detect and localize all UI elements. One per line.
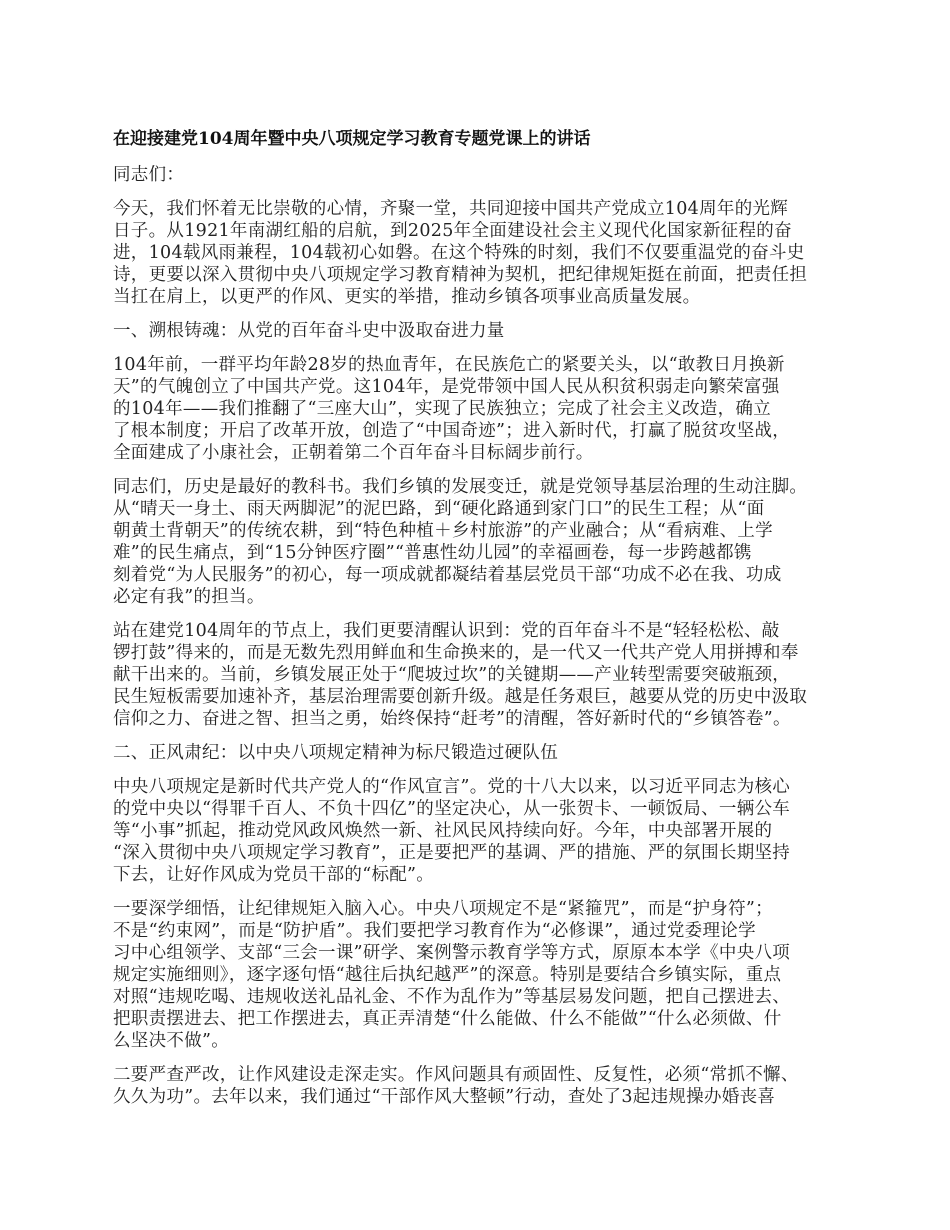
text-line: 必定有我”的担当。 (113, 587, 265, 607)
text-line: 久久为功”。去年以来，我们通过“干部作风大整顿”行动，查处了3起违规操办婚丧喜 (113, 1087, 776, 1107)
salutation (113, 164, 853, 186)
paragraph (113, 1064, 853, 1108)
paragraph (113, 898, 853, 1052)
text-line: 从“晴天一身土、雨天两脚泥”的泥巴路，到“硬化路通到家门口”的民生工程；从“面 (113, 499, 765, 519)
text-line: 站在建党104周年的节点上，我们更要清醒认识到：党的百年奋斗不是“轻轻松松、敲 (113, 621, 780, 641)
text-line: 不是“约束网”，而是“防护盾”。我们要把学习教育作为“必修课”，通过党委理论学 (113, 921, 756, 941)
paragraph (113, 476, 853, 608)
document-title: 在迎接建党104周年暨中央八项规定学习教育专题党课上的讲话 (113, 129, 591, 149)
text-line: 了根本制度；开启了改革开放，创造了“中国奇迹”；进入新时代，打赢了脱贫攻坚战， (113, 421, 791, 441)
text-line: 天”的气魄创立了中国共产党。这104年，是党带领中国人民从积贫积弱走向繁荣富强 (113, 377, 780, 397)
paragraph (113, 776, 853, 886)
text-line: 二、正风肃纪：以中央八项规定精神为标尺锻造过硬队伍 (113, 743, 558, 763)
text-line: 刻着党“为人民服务”的初心，每一项成就都凝结着基层党员干部“功成不必在我、功成 (113, 565, 782, 585)
text-line: 的党中央以“得罪千百人、不负十四亿”的坚定决心，从一张贺卡、一顿饭局、一辆公车 (113, 799, 791, 819)
text-line: 同志们： (113, 165, 185, 185)
text-line: 当扛在肩上，以更严的作风、更实的举措，推动乡镇各项事业高质量发展。 (113, 287, 701, 307)
text-line: 信仰之力、奋进之智、担当之勇，始终保持“赶考”的清醒，答好新时代的“乡镇答卷”。 (113, 709, 791, 729)
text-line: 一要深学细悟，让纪律规矩入脑入心。中央八项规定不是“紧箍咒”，而是“护身符”； (113, 899, 773, 919)
text-line: 对照“违规吃喝、违规收送礼品礼金、不作为乱作为”等基层易发问题，把自己摆进去、 (113, 987, 791, 1007)
text-line: 的104年——我们推翻了“三座大山”，实现了民族独立；完成了社会主义改造，确立 (113, 399, 771, 419)
text-line: 同志们，历史是最好的教科书。我们乡镇的发展变迁，就是党领导基层治理的生动注脚。 (113, 477, 808, 497)
text-line: 难”的民生痛点，到“15分钟医疗圈”“普惠性幼儿园”的幸福画卷，每一步跨越都镌 (113, 543, 752, 563)
text-line: 中央八项规定是新时代共产党人的“作风宣言”。党的十八大以来，以习近平同志为核心 (113, 777, 791, 797)
text-line: 锣打鼓”得来的，而是无数先烈用鲜血和生命换来的，是一代又一代共产党人用拼搏和奉 (113, 643, 799, 663)
paragraph (113, 354, 853, 464)
text-line: 规定实施细则》，逐字逐句悟“越往后执纪越严”的深意。特别是要结合乡镇实际，重点 (113, 965, 782, 985)
section-heading (113, 320, 853, 342)
text-line: “深入贯彻中央八项规定学习教育”，正是要把严的基调、严的措施、严的氛围长期坚持 (113, 843, 791, 863)
text-line: 习中心组领学、支部“三会一课”研学、案例警示教育学等方式，原原本本学《中央八项 (113, 943, 791, 963)
text-line: 二要严查严改，让作风建设走深走实。作风问题具有顽固性、反复性，必须“常抓不懈、 (113, 1065, 799, 1085)
text-line: 下去，让好作风成为党员干部的“标配”。 (113, 865, 435, 885)
text-line: 献干出来的。当前，乡镇发展正处于“爬坡过坎”的关键期——产业转型需要突破瓶颈， (113, 665, 791, 685)
text-line: 日子。从1921年南湖红船的启航，到2025年全面建设社会主义现代化国家新征程的奋 (113, 221, 792, 241)
text-line: 进，104载风雨兼程，104载初心如磐。在这个特殊的时刻，我们不仅要重温党的奋斗史 (113, 243, 805, 263)
text-line: 一、溯根铸魂：从党的百年奋斗史中汲取奋进力量 (113, 321, 505, 341)
paragraph (113, 620, 853, 730)
text-line: 把职责摆进去、把工作摆进去，真正弄清楚“什么能做、什么不能做”“什么必须做、什 (113, 1009, 782, 1029)
text-line: 民生短板需要加速补齐，基层治理需要创新升级。越是任务艰巨，越要从党的历史中汲取 (113, 687, 808, 707)
paragraph (113, 198, 853, 308)
document-body (113, 164, 853, 1108)
document-page (113, 128, 853, 1120)
text-line: 今天，我们怀着无比崇敬的心情，齐聚一堂，共同迎接中国共产党成立104周年的光辉 (113, 199, 789, 219)
text-line: 诗，更要以深入贯彻中央八项规定学习教育精神为契机，把纪律规矩挺在前面，把责任担 (113, 265, 808, 285)
text-line: 么坚决不做”。 (113, 1031, 230, 1051)
text-line: 朝黄土背朝天”的传统农耕，到“特色种植＋乡村旅游”的产业融合；从“看病难、上学 (113, 521, 773, 541)
text-line: 等“小事”抓起，推动党风政风焕然一新、社风民风持续向好。今年，中央部署开展的 (113, 821, 773, 841)
text-line: 104年前，一群平均年龄28岁的热血青年，在民族危亡的紧要关头，以“敢教日月换新 (113, 355, 785, 375)
text-line: 全面建成了小康社会，正朝着第二个百年奋斗目标阔步前行。 (113, 443, 594, 463)
section-heading (113, 742, 853, 764)
